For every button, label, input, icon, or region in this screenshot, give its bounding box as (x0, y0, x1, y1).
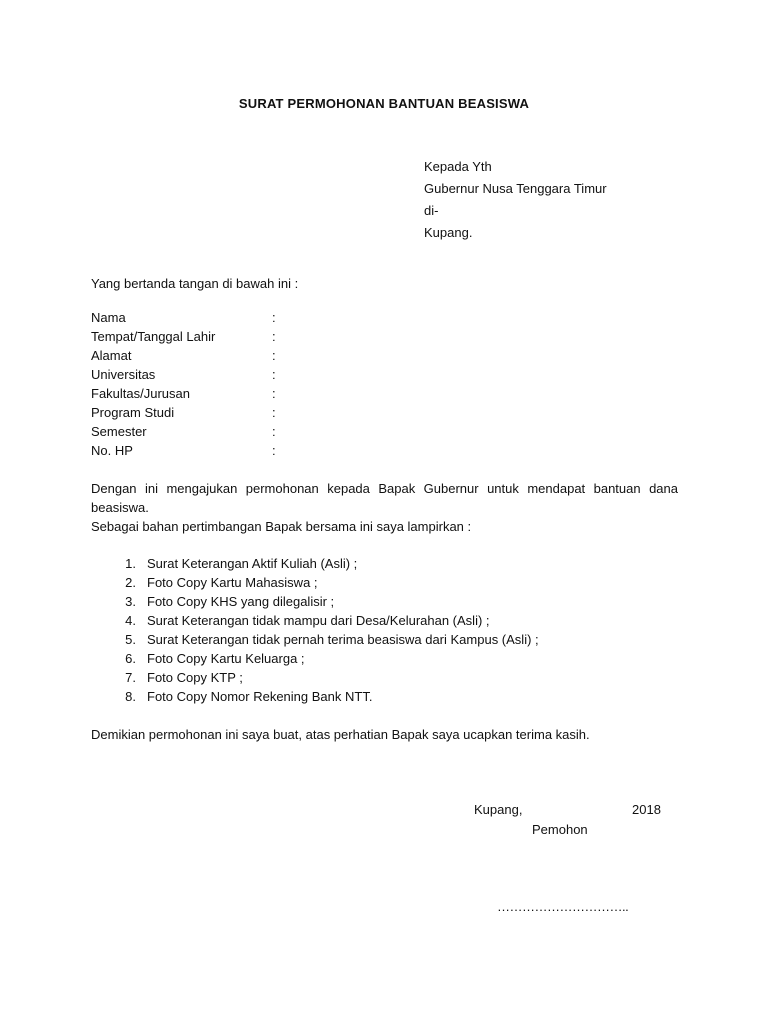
recipient-block (424, 156, 607, 244)
list-item-number: 7. (125, 670, 136, 685)
field-colon: : (272, 405, 276, 420)
request-paragraph: Dengan ini mengajukan permohonan kepada Bapak Gubernur untuk mendapat bantuan dana beasiswa. (91, 481, 678, 515)
list-item (91, 611, 539, 630)
field-row-no-hp (91, 441, 282, 460)
field-label: Alamat (91, 348, 132, 363)
list-item-spacer (136, 668, 147, 687)
list-item-number: 4. (125, 613, 136, 628)
list-item-number: 3. (125, 594, 136, 609)
list-item-number: 1. (125, 556, 136, 571)
recipient-line-city: Kupang. (424, 225, 473, 240)
letter-title: SURAT PERMOHONAN BANTUAN BEASISWA (238, 96, 530, 111)
list-item-text: Foto Copy Nomor Rekening Bank NTT. (147, 689, 373, 704)
list-item (91, 649, 539, 668)
list-item-text: Surat Keterangan tidak mampu dari Desa/Kelurahan (Asli) ; (147, 613, 490, 628)
list-item-spacer (136, 592, 147, 611)
list-item (91, 687, 539, 706)
list-item (91, 592, 539, 611)
field-row-semester (91, 422, 282, 441)
list-item (91, 630, 539, 649)
field-colon: : (272, 310, 276, 325)
field-row-fakultas-jurusan (91, 384, 282, 403)
field-colon: : (272, 443, 276, 458)
field-label: No. HP (91, 443, 133, 458)
list-item-number: 8. (125, 689, 136, 704)
list-item (91, 668, 539, 687)
signature-year: 2018 (632, 802, 661, 817)
field-row-alamat (91, 346, 282, 365)
field-colon: : (272, 424, 276, 439)
signature-role: Pemohon (532, 822, 588, 837)
list-item-text: Foto Copy KTP ; (147, 670, 243, 685)
recipient-line-name: Gubernur Nusa Tenggara Timur (424, 181, 607, 196)
list-item (91, 573, 539, 592)
closing-paragraph: Demikian permohonan ini saya buat, atas perhatian Bapak saya ucapkan terima kasih. (91, 727, 590, 742)
list-item-number: 6. (125, 651, 136, 666)
list-item-text: Surat Keterangan Aktif Kuliah (Asli) ; (147, 556, 358, 571)
list-item (91, 554, 539, 573)
list-item-number: 5. (125, 632, 136, 647)
field-label: Fakultas/Jurusan (91, 386, 190, 401)
list-item-spacer (136, 630, 147, 649)
list-item-spacer (136, 687, 147, 706)
list-item-spacer (136, 573, 147, 592)
field-label: Nama (91, 310, 126, 325)
field-colon: : (272, 329, 276, 344)
attachments-list (91, 554, 539, 706)
field-row-universitas (91, 365, 282, 384)
field-label: Universitas (91, 367, 156, 382)
list-item-spacer (136, 554, 147, 573)
recipient-line-di: di- (424, 203, 439, 218)
signature-city: Kupang, (474, 802, 523, 817)
intro-text: Yang bertanda tangan di bawah ini : (91, 276, 299, 291)
field-colon: : (272, 348, 276, 363)
list-item-text: Surat Keterangan tidak pernah terima beasiswa dari Kampus (Asli) ; (147, 632, 539, 647)
field-colon: : (272, 386, 276, 401)
applicant-fields (91, 308, 282, 460)
list-item-text: Foto Copy KHS yang dilegalisir ; (147, 594, 335, 609)
field-row-tempat-tanggal-lahir (91, 327, 282, 346)
list-item-text: Foto Copy Kartu Mahasiswa ; (147, 575, 318, 590)
field-label: Tempat/Tanggal Lahir (91, 329, 216, 344)
list-item-number: 2. (125, 575, 136, 590)
field-label: Program Studi (91, 405, 175, 420)
list-item-spacer (136, 611, 147, 630)
list-item-text: Foto Copy Kartu Keluarga ; (147, 651, 305, 666)
list-item-spacer (136, 649, 147, 668)
field-row-program-studi (91, 403, 282, 422)
recipient-line-greeting: Kepada Yth (424, 159, 492, 174)
signature-line: ………………………….. (497, 899, 629, 914)
field-label: Semester (91, 424, 147, 439)
attachments-intro: Sebagai bahan pertimbangan Bapak bersama ini saya lampirkan : (91, 519, 472, 534)
field-colon: : (272, 367, 276, 382)
field-row-nama (91, 308, 282, 327)
